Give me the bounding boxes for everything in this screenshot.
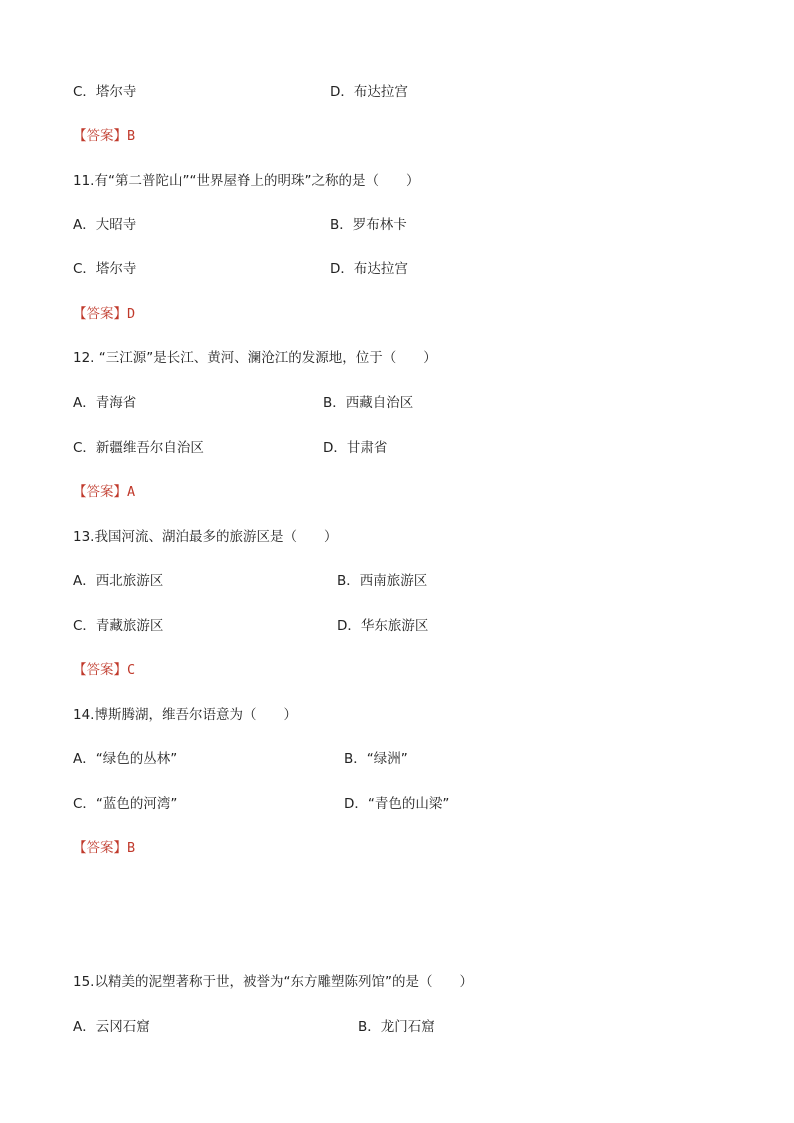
answer-label: 【答案】 <box>73 662 127 678</box>
q15-option-a: A．云冈石窟 <box>73 1019 150 1035</box>
answer-label: 【答案】 <box>73 840 127 856</box>
answer-value: D <box>127 306 136 322</box>
q12-option-a: A．青海省 <box>73 395 137 411</box>
q12-answer <box>73 483 135 501</box>
q11-answer <box>73 305 135 323</box>
q13-option-c: C．青藏旅游区 <box>73 618 164 634</box>
q15-option-b: B．龙门石窟 <box>358 1019 435 1035</box>
q10-answer <box>73 127 135 145</box>
q14-option-b: B．“绿洲” <box>344 751 408 767</box>
q11-stem: 11.有“第二普陀山”“世界屋脊上的明珠”之称的是（ ） <box>73 173 420 189</box>
q12-option-c: C．新疆维吾尔自治区 <box>73 440 204 456</box>
answer-value: B <box>127 840 136 856</box>
q13-option-b: B．西南旅游区 <box>337 573 428 589</box>
q11-option-b: B．罗布林卡 <box>330 217 407 233</box>
q13-option-a: A．西北旅游区 <box>73 573 164 589</box>
q14-stem: 14.博斯腾湖，维吾尔语意为（ ） <box>73 707 297 723</box>
q10-option-c: C．塔尔寺 <box>73 84 137 100</box>
answer-value: B <box>127 128 136 144</box>
q12-stem: 12. “三江源”是长江、黄河、澜沧江的发源地，位于（ ） <box>73 350 437 366</box>
q11-option-a: A．大昭寺 <box>73 217 137 233</box>
answer-value: C <box>127 662 136 678</box>
q14-answer <box>73 839 135 857</box>
q14-option-a: A．“绿色的丛林” <box>73 751 178 767</box>
answer-value: A <box>127 484 136 500</box>
q11-option-c: C．塔尔寺 <box>73 261 137 277</box>
q12-option-d: D．甘肃省 <box>323 440 388 456</box>
q14-option-c: C．“蓝色的河湾” <box>73 796 178 812</box>
q14-option-d: D．“青色的山梁” <box>344 796 450 812</box>
q10-option-d: D．布达拉宫 <box>330 84 408 100</box>
q12-option-b: B．西藏自治区 <box>323 395 414 411</box>
q13-option-d: D．华东旅游区 <box>337 618 429 634</box>
q13-answer <box>73 661 135 679</box>
answer-label: 【答案】 <box>73 484 127 500</box>
q13-stem: 13.我国河流、湖泊最多的旅游区是（ ） <box>73 529 338 545</box>
q15-stem: 15.以精美的泥塑著称于世，被誉为“东方雕塑陈列馆”的是（ ） <box>73 974 473 990</box>
answer-label: 【答案】 <box>73 128 127 144</box>
answer-label: 【答案】 <box>73 306 127 322</box>
q11-option-d: D．布达拉宫 <box>330 261 408 277</box>
